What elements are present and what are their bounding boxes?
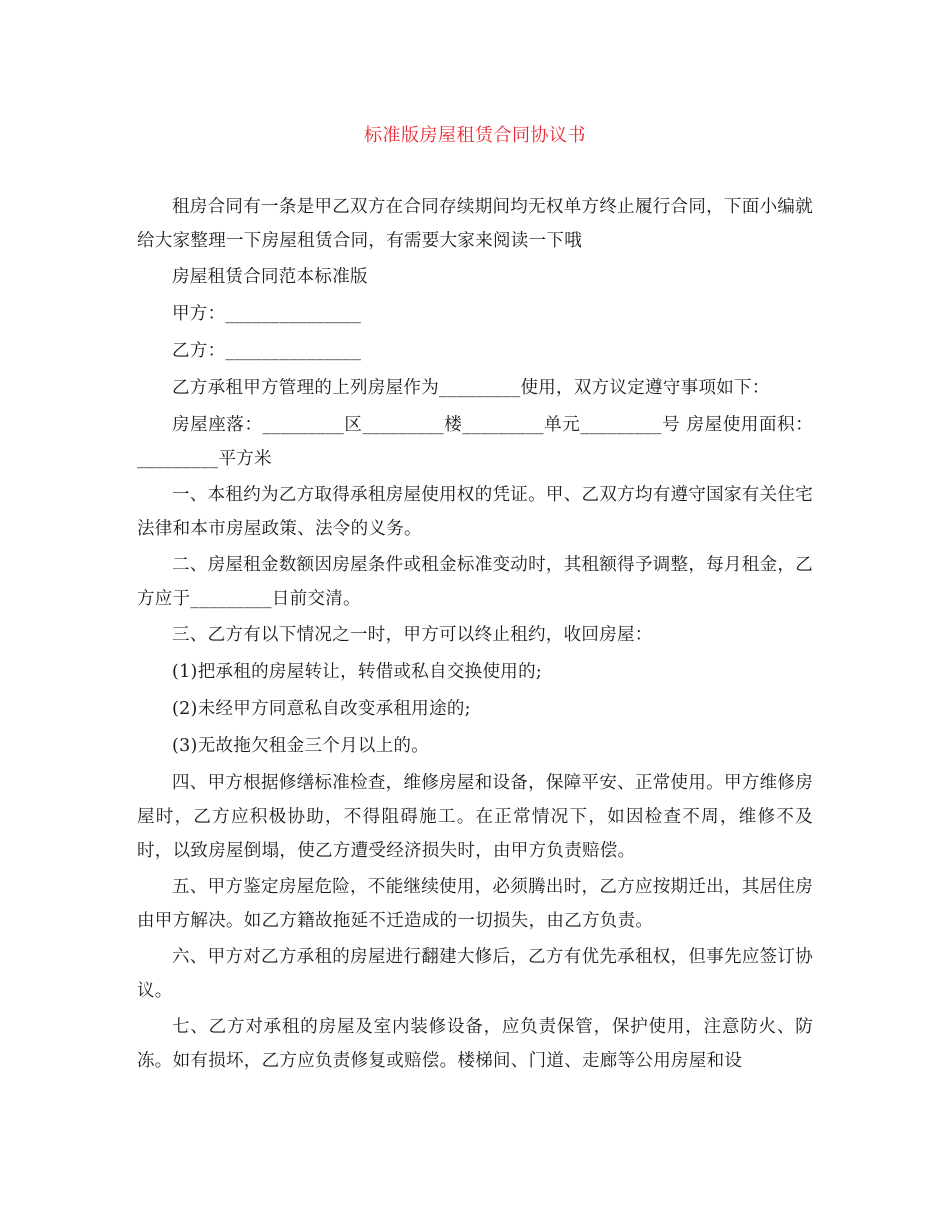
paragraph-intro: 租房合同有一条是甲乙双方在合同存续期间均无权单方终止履行合同，下面小编就给大家整理一下房屋租赁合同，有需要大家来阅读一下哦	[137, 197, 813, 251]
paragraph-subtitle: 房屋租赁合同范本标准版	[172, 267, 368, 287]
paragraph-clause-7: 七、乙方对承租的房屋及室内装修设备，应负责保管，保护使用，注意防火、防冻。如有损坏，乙方应负责修复或赔偿。楼梯间、门道、走廊等公用房屋和设	[137, 1017, 813, 1071]
document-title: 标准版房屋租赁合同协议书	[364, 125, 586, 146]
paragraph-clause-3-item-2: (2)未经甲方同意私自改变承租用途的;	[172, 699, 471, 719]
paragraph-party-a: 甲方：_______________	[172, 304, 362, 324]
paragraph-party-b: 乙方：_______________	[172, 341, 362, 361]
paragraph-clause-1: 一、本租约为乙方取得承租房屋使用权的凭证。甲、乙双方均有遵守国家有关住宅法律和本市房屋政策、法令的义务。	[137, 485, 813, 539]
paragraph-usage: 乙方承租甲方管理的上列房屋作为_________使用，双方议定遵守事项如下：	[172, 378, 770, 398]
paragraph-clause-2: 二、房屋租金数额因房屋条件或租金标准变动时，其租额得予调整，每月租金，乙方应于_________日前交清。	[137, 555, 813, 609]
paragraph-clause-3: 三、乙方有以下情况之一时，甲方可以终止租约，收回房屋：	[172, 625, 653, 645]
paragraph-clause-5: 五、甲方鉴定房屋危险，不能继续使用，必须腾出时，乙方应按期迁出，其居住房由甲方解决。如乙方籍故拖延不迁造成的一切损失，由乙方负责。	[137, 877, 813, 931]
paragraph-clause-6: 六、甲方对乙方承租的房屋进行翻建大修后，乙方有优先承租权，但事先应签订协议。	[137, 947, 813, 1001]
paragraph-clause-4: 四、甲方根据修缮标准检查，维修房屋和设备，保障平安、正常使用。甲方维修房屋时，乙方应积极协助，不得阻碍施工。在正常情况下，如因检查不周，维修不及时，以致房屋倒塌，使乙方遭受经济损失时，由甲方负责赔偿。	[137, 773, 813, 861]
paragraph-clause-3-item-3: (3)无故拖欠租金三个月以上的。	[172, 736, 430, 756]
paragraph-location: 房屋座落：_________区_________楼_________单元_________号 房屋使用面积：_________平方米	[137, 415, 813, 469]
paragraph-clause-3-item-1: (1)把承租的房屋转让，转借或私自交换使用的;	[172, 662, 543, 682]
document-body	[137, 190, 813, 1080]
